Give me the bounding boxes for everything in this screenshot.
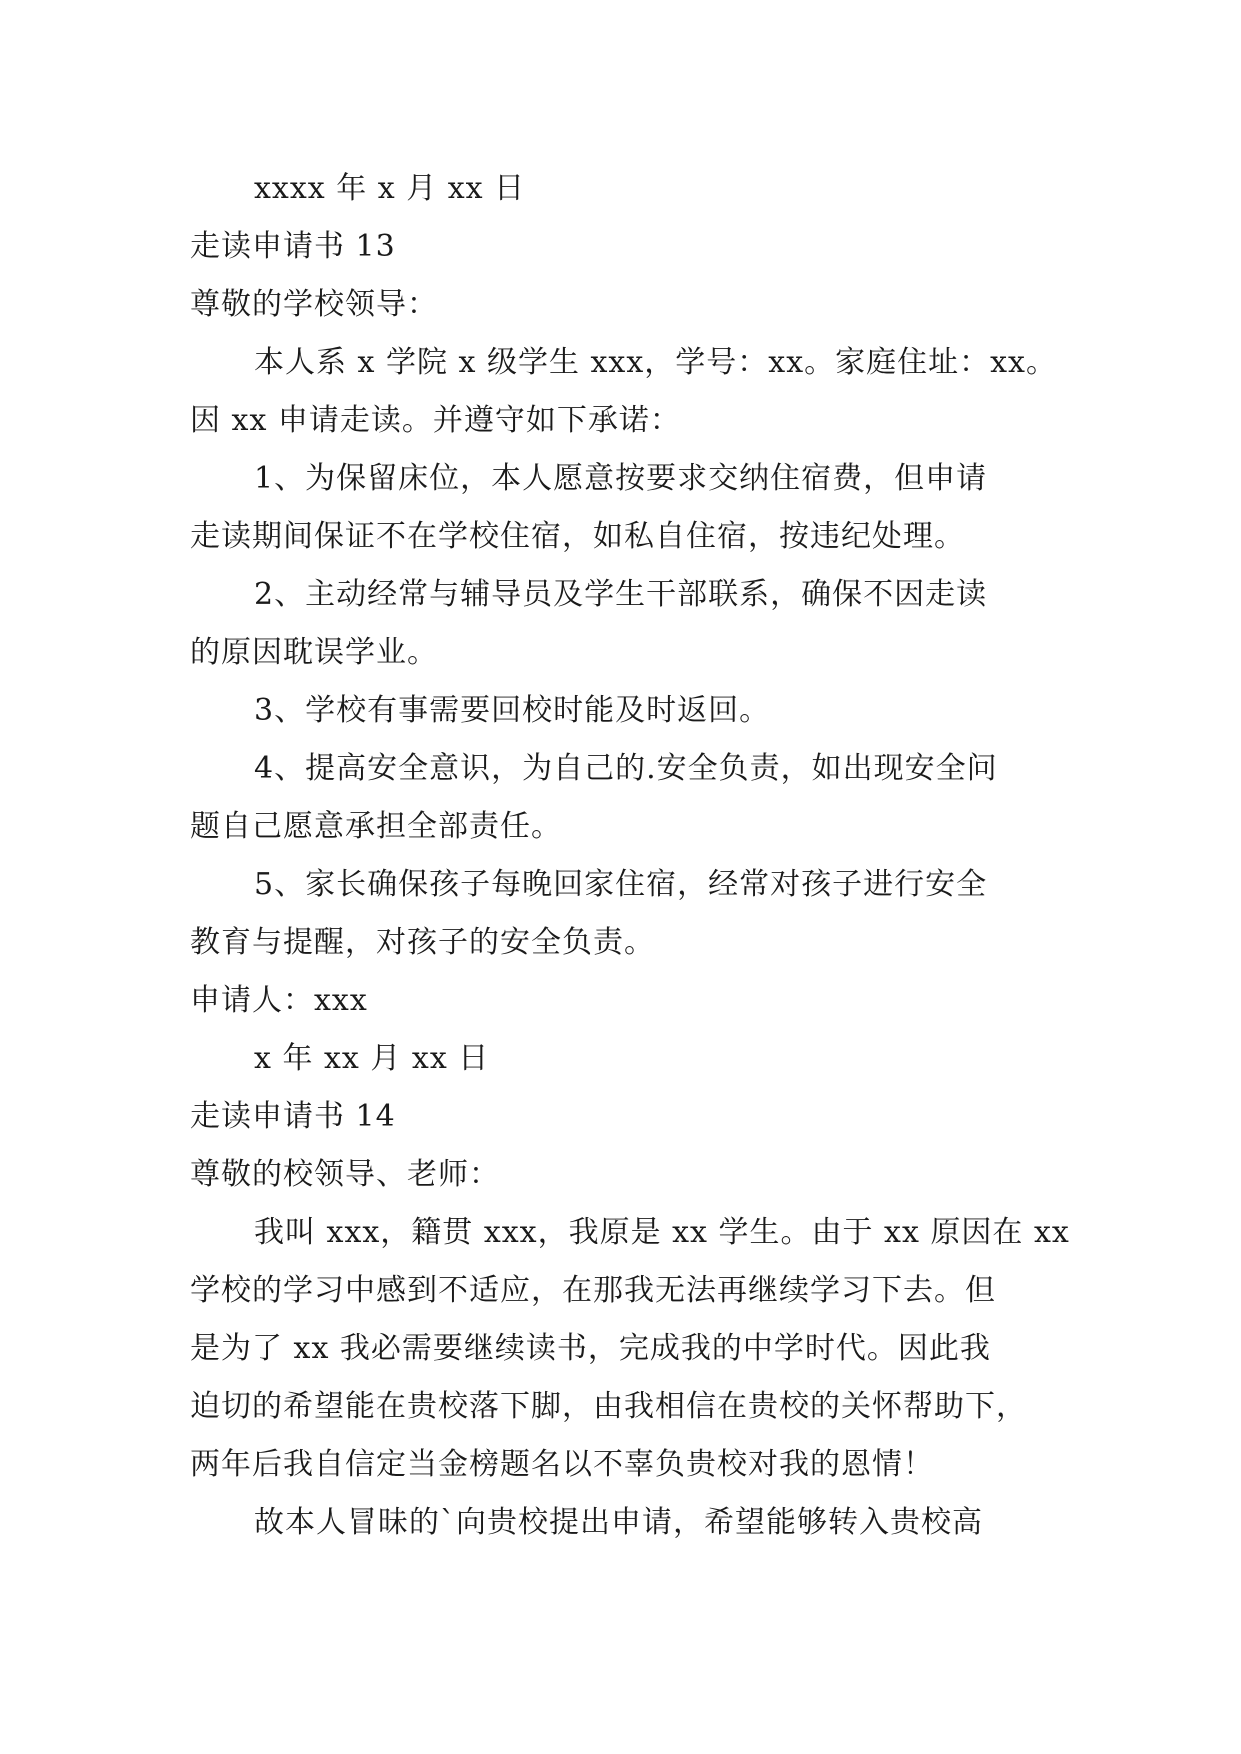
list-item-5-cont: 教育与提醒，对孩子的安全负责。 [190, 925, 655, 960]
list-item-4: 4、提高安全意识，为自己的.安全负责，如出现安全问 [254, 751, 998, 786]
applicant-line: 申请人：xxx [190, 983, 368, 1018]
list-item-4-cont: 题自己愿意承担全部责任。 [190, 809, 562, 844]
paragraph-line: 学校的学习中感到不适应，在那我无法再继续学习下去。但 [190, 1273, 996, 1308]
section-title-14: 走读申请书 14 [190, 1099, 396, 1134]
salutation-13: 尊敬的学校领导： [190, 287, 438, 322]
date-line-1: xxxx 年 x 月 xx 日 [254, 171, 526, 206]
paragraph-line: 两年后我自信定当金榜题名以不辜负贵校对我的恩情！ [190, 1447, 934, 1482]
list-item-1-cont: 走读期间保证不在学校住宿，如私自住宿，按违纪处理。 [190, 519, 965, 554]
paragraph-line: 故本人冒昧的`向贵校提出申请，希望能够转入贵校高 [254, 1505, 983, 1540]
list-item-2: 2、主动经常与辅导员及学生干部联系，确保不因走读 [254, 577, 988, 612]
paragraph-line: 是为了 xx 我必需要继续读书，完成我的中学时代。因此我 [190, 1331, 991, 1366]
paragraph-line: 我叫 xxx，籍贯 xxx，我原是 xx 学生。由于 xx 原因在 xx [254, 1215, 1070, 1250]
paragraph-line: 因 xx 申请走读。并遵守如下承诺： [190, 403, 681, 438]
list-item-3: 3、学校有事需要回校时能及时返回。 [254, 693, 771, 728]
list-item-5: 5、家长确保孩子每晚回家住宿，经常对孩子进行安全 [254, 867, 988, 902]
date-line-2: x 年 xx 月 xx 日 [254, 1041, 490, 1076]
list-item-2-cont: 的原因耽误学业。 [190, 635, 438, 670]
list-item-1: 1、为保留床位，本人愿意按要求交纳住宿费，但申请 [254, 461, 988, 496]
document-body [190, 160, 1070, 1552]
paragraph-line: 迫切的希望能在贵校落下脚，由我相信在贵校的关怀帮助下， [190, 1389, 1027, 1424]
salutation-14: 尊敬的校领导、老师： [190, 1157, 500, 1192]
section-title-13: 走读申请书 13 [190, 229, 396, 264]
paragraph-line: 本人系 x 学院 x 级学生 xxx，学号：xx。家庭住址：xx。 [254, 345, 1057, 380]
